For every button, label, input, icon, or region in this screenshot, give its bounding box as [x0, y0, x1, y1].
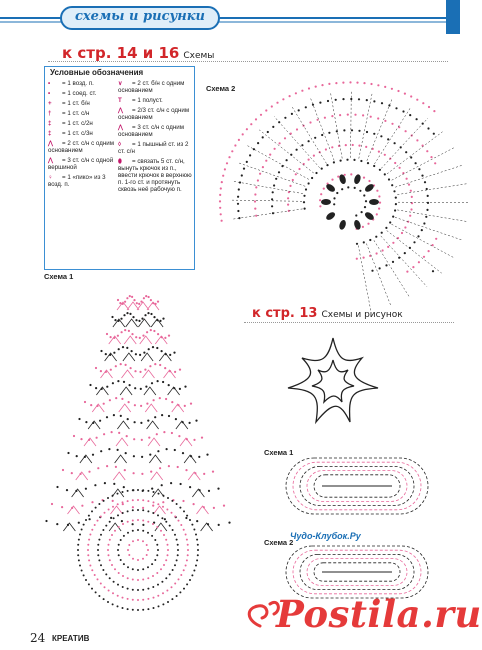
schema1-diagram [44, 280, 232, 610]
section2-page-ref: к стр. 13 [252, 306, 318, 321]
section-heading [62, 44, 214, 62]
legend-item [48, 110, 120, 117]
legend-symbol: • [48, 90, 51, 97]
legend-item [118, 80, 192, 94]
legend-item [48, 157, 120, 171]
legend-symbol: ‡ [48, 130, 52, 137]
legend-symbol: ⋀ [48, 157, 54, 164]
legend-symbol: ⋀ [118, 107, 124, 114]
legend-text: = 1 соед. ст. [62, 90, 97, 97]
legend-text: = 3 ст. с/н с одной вершиной [48, 157, 114, 171]
s2-schema2-label: Схема 2 [264, 538, 294, 547]
schema1-label: Схема 1 [44, 272, 74, 281]
sole-rows [286, 458, 428, 514]
banner-title: схемы и рисунки [75, 9, 205, 24]
legend-item [48, 130, 120, 137]
legend-symbol: ⋀ [48, 140, 54, 147]
legend-item [48, 120, 120, 127]
legend-item [118, 97, 192, 104]
legend-text: = 1 возд. п. [62, 80, 94, 87]
legend-text: = 3 ст. с/н с одним основанием [118, 124, 184, 138]
section-label: Схемы [183, 51, 215, 61]
star-motif [278, 330, 388, 434]
legend-symbol: T [118, 97, 122, 104]
legend-item [118, 124, 192, 138]
legend-text: = 2/3 ст. с/н с одним основанием [118, 107, 190, 121]
legend-item [48, 174, 120, 188]
sole-schema1 [282, 452, 432, 520]
legend-symbol: † [48, 110, 52, 117]
section-page-ref: к стр. 14 и 16 [62, 44, 180, 62]
legend-text: = 1 полуст. [132, 97, 163, 104]
legend-text: = 2 ст. с/н с одним основанием [48, 140, 114, 154]
legend-text: = связать 5 ст. с/н, вынуть крючок из п., ввести крючок в верхнюю п. 1-го ст. и протянуть сквозь неё рабочую п. [118, 158, 192, 193]
legend-symbol: ♀ [48, 174, 53, 181]
postila-watermark: Postila.ru [276, 592, 482, 636]
legend-item [48, 100, 120, 107]
legend-text: = 2 ст. б/н с одним основанием [118, 80, 185, 94]
legend-left-column [48, 80, 120, 191]
legend-symbol: + [48, 100, 52, 107]
section2-rule [244, 322, 454, 323]
section2-label: Схемы и рисунок [321, 310, 403, 320]
site-watermark: Чудо-Клубок.Ру [290, 531, 361, 541]
magazine-name: КРЕАТИВ [52, 634, 90, 643]
legend-text: = 1 ст. с/2н [62, 120, 93, 127]
legend-symbol: ∨ [118, 80, 123, 87]
schema2-label: Схема 2 [206, 84, 236, 93]
legend-text: = 1 «пико» из 3 возд. п. [48, 174, 106, 188]
schema2-diagram [200, 62, 440, 274]
doily-rings [219, 81, 470, 310]
legend-item [48, 80, 120, 87]
legend-text: = 1 пышный ст. из 2 ст. с/н [118, 141, 189, 155]
legend-item [48, 140, 120, 154]
oval-rows [45, 295, 230, 611]
legend-symbol: ‡ [48, 120, 52, 127]
page-number: 24 [30, 631, 46, 645]
legend-text: = 1 ст. б/н [62, 100, 90, 107]
legend-text: = 1 ст. с/3н [62, 130, 93, 137]
legend-symbol: ⋀ [118, 124, 124, 131]
legend-symbol: ⬮ [118, 158, 122, 165]
legend-symbol: ◊ [118, 141, 122, 148]
legend-text: = 1 ст. с/н [62, 110, 90, 117]
legend-item [48, 90, 120, 97]
legend-item [118, 141, 192, 155]
legend-title: Условные обозначения [50, 68, 144, 77]
legend-symbol: • [48, 80, 51, 87]
section2-heading [252, 306, 403, 321]
s2-schema1-label: Схема 1 [264, 448, 294, 457]
legend-right-column [118, 80, 192, 196]
corner-tab [446, 0, 460, 34]
legend-item [118, 158, 192, 193]
legend-item [118, 107, 192, 121]
